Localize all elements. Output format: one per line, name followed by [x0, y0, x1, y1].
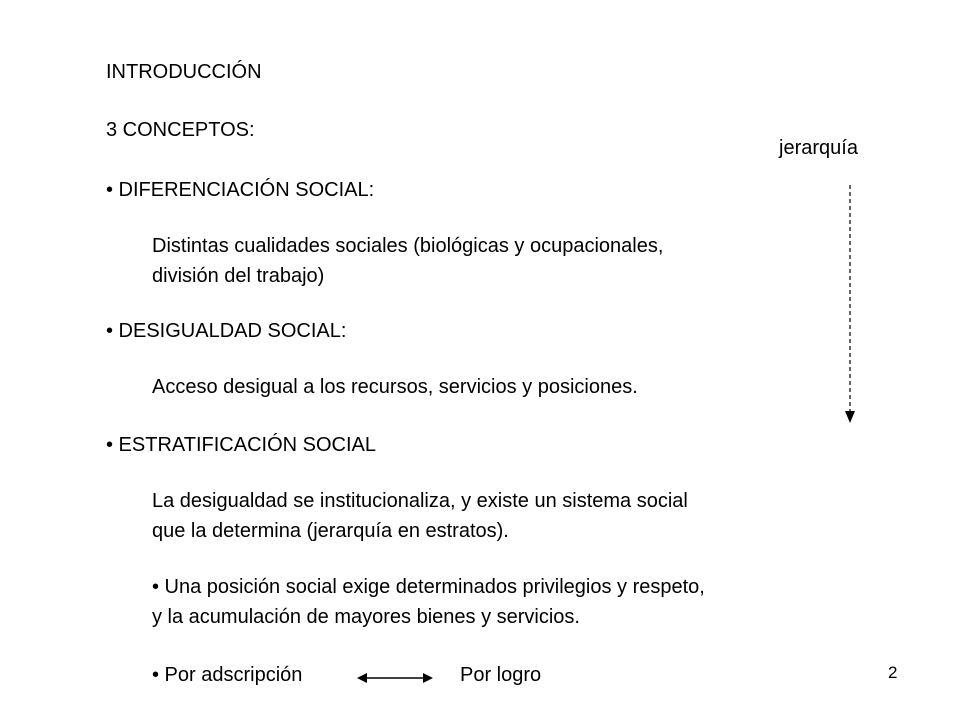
concept-stratification-heading: • ESTRATIFICACIÓN SOCIAL: [106, 434, 376, 456]
stratification-subpoint-line: y la acumulación de mayores bienes y servicios.: [152, 606, 580, 628]
concepts-heading: 3 CONCEPTOS:: [106, 119, 255, 141]
hierarchy-arrow: [840, 185, 860, 425]
bidirectional-arrow: [357, 670, 433, 686]
concept-stratification-line: que la determina (jerarquía en estratos).: [152, 520, 509, 542]
hierarchy-label: jerarquía: [779, 137, 858, 159]
concept-differentiation-heading: • DIFERENCIACIÓN SOCIAL:: [106, 179, 375, 201]
concept-inequality-line: Acceso desigual a los recursos, servicios y posiciones.: [152, 376, 638, 398]
ascription-label: • Por adscripción: [152, 664, 303, 686]
concept-differentiation-line: Distintas cualidades sociales (biológicas y ocupacionales,: [152, 235, 664, 257]
slide-title: INTRODUCCIÓN: [106, 61, 262, 83]
page-number: 2: [888, 663, 898, 682]
achievement-label: Por logro: [460, 664, 542, 686]
concept-stratification-line: La desigualdad se institucionaliza, y existe un sistema social: [152, 490, 688, 512]
concept-inequality-heading: • DESIGUALDAD SOCIAL:: [106, 320, 347, 342]
stratification-subpoint-line: • Una posición social exige determinados privilegios y respeto,: [152, 576, 705, 598]
concept-differentiation-line: división del trabajo): [152, 265, 325, 287]
